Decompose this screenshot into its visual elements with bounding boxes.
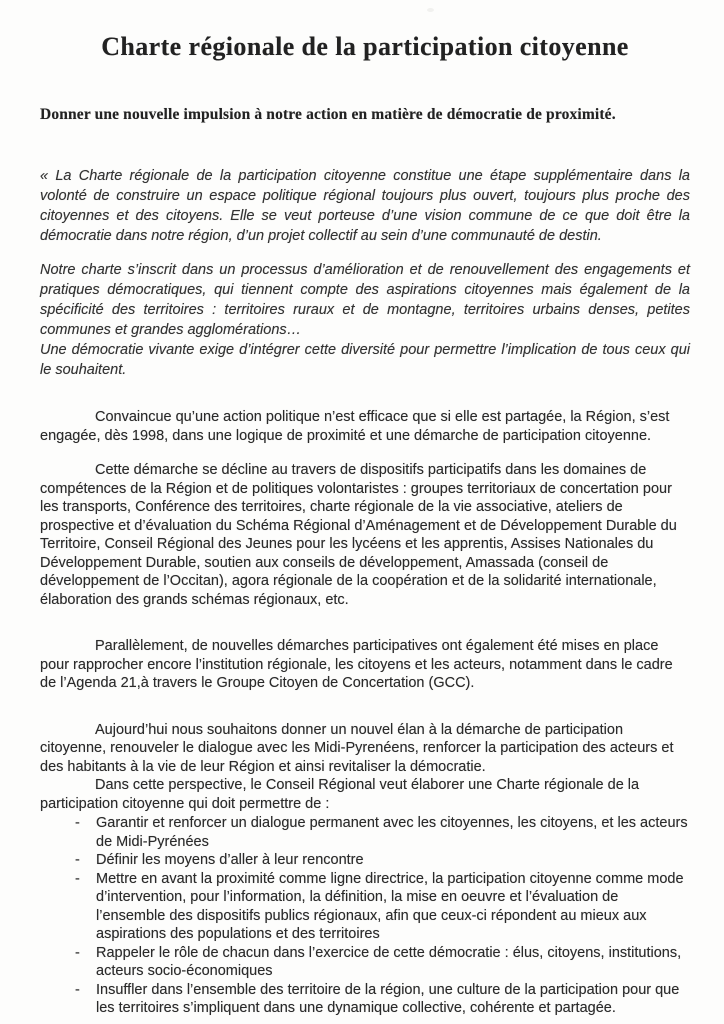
bullet-item xyxy=(75,870,690,944)
body-section xyxy=(40,408,690,1018)
bullet-item xyxy=(75,814,690,851)
bullet-item xyxy=(75,944,690,981)
page-title: Charte régionale de la participation citoyenne xyxy=(101,32,629,61)
quote-paragraph-3: Une démocratie vivante exige d’intégrer cette diversité pour permettre l’implication de tous ceux qui le souhaitent. xyxy=(40,342,690,378)
body-paragraph-5: Dans cette perspective, le Conseil Régional veut élaborer une Charte régionale de la participation citoyenne qui doit permettre de : xyxy=(40,777,640,812)
scan-artifact xyxy=(427,8,434,12)
quote-block xyxy=(40,166,690,380)
quote-paragraph-1: « La Charte régionale de la participation citoyenne constitue une étape supplémentaire dans la volonté de construire un espace politique régional toujours plus ouvert, toujours plus proche des citoyennes et des citoyens. Elle se veut porteuse d’une vision commune de ce que doit être la démocratie dans notre région, d’un projet collectif au sein d’une communauté de destin. xyxy=(40,168,690,244)
bullet-text: Rappeler le rôle de chacun dans l’exercice de cette démocratie : élus, citoyens, institutions, acteurs socio-économiques xyxy=(96,944,682,979)
bullet-item xyxy=(75,981,690,1018)
bullet-text: Mettre en avant la proximité comme ligne directrice, la participation citoyenne comme mode d’intervention, pour l’information, la définition, la mise en oeuvre et l’évaluation de l’ensemble des dispositifs publics régionaux, afin que ceux-ci répondent au mieux aux aspirations des populations et des territoires xyxy=(96,870,684,942)
body-paragraph-2: Cette démarche se décline au travers de dispositifs participatifs dans les domaines de compétences de la Région et de politiques volontaristes : groupes territoriaux de concertation pour les transports, Conférence des territoires, charte régionale de la vie associative, ateliers de prospective et d’évaluation du Schéma Régional d’Aménagement et de Développement Durable du Territoire, Conseil Régional des Jeunes pour les lycéens et les apprentis, Assises Nationales du Développement Durable, soutien aux conseils de développement, Amassada (conseil de développement de l’Occitan), agora régionale de la coopération et de la solidarité internationale, élaboration des grands schémas régionaux, etc. xyxy=(40,462,677,608)
bullet-marker: - xyxy=(75,870,80,887)
bullet-list xyxy=(40,814,690,1018)
page-subtitle: Donner une nouvelle impulsion à notre action en matière de démocratie de proximité. xyxy=(40,106,616,123)
bullet-marker: - xyxy=(75,981,80,998)
quote-paragraph-2: Notre charte s’inscrit dans un processus d’amélioration et de renouvellement des engagements et pratiques démocratiques, qui tiennent compte des aspirations citoyennes mais également de la spécificité des territoires : territoires ruraux et de montagne, territoires urbains denses, petites communes et grandes agglomérations… xyxy=(40,262,690,338)
bullet-text: Garantir et renforcer un dialogue permanent avec les citoyennes, les citoyens, et les acteurs de Midi-Pyrénées xyxy=(96,815,688,850)
body-paragraph-3: Parallèlement, de nouvelles démarches participatives ont également été mises en place pour rapprocher encore l’institution régionale, les citoyens et les acteurs, notamment dans le cadre de l’Agenda 21,à travers le Groupe Citoyen de Concertation (GCC). xyxy=(40,638,673,691)
bullet-marker: - xyxy=(75,944,80,961)
body-paragraph-1: Convaincue qu’une action politique n’est efficace que si elle est partagée, la Région, s’est engagée, dès 1998, dans une logique de proximité et une démarche de participation citoyenne. xyxy=(40,409,670,444)
bullet-item xyxy=(75,851,690,870)
bullet-text: Insuffler dans l’ensemble des territoire de la région, une culture de la participation pour que les territoires s’impliquent dans une dynamique collective, cohérente et partagée. xyxy=(96,981,680,1016)
bullet-marker: - xyxy=(75,852,80,868)
body-paragraph-4: Aujourd’hui nous souhaitons donner un nouvel élan à la démarche de participation citoyenne, renouveler le dialogue avec les Midi-Pyrenéens, renforcer la participation des acteurs et des habitants à la vie de leur Région et ainsi revitaliser la démocratie. xyxy=(40,721,674,775)
bullet-text: Définir les moyens d’aller à leur rencontre xyxy=(96,852,364,868)
bullet-marker: - xyxy=(75,815,80,831)
